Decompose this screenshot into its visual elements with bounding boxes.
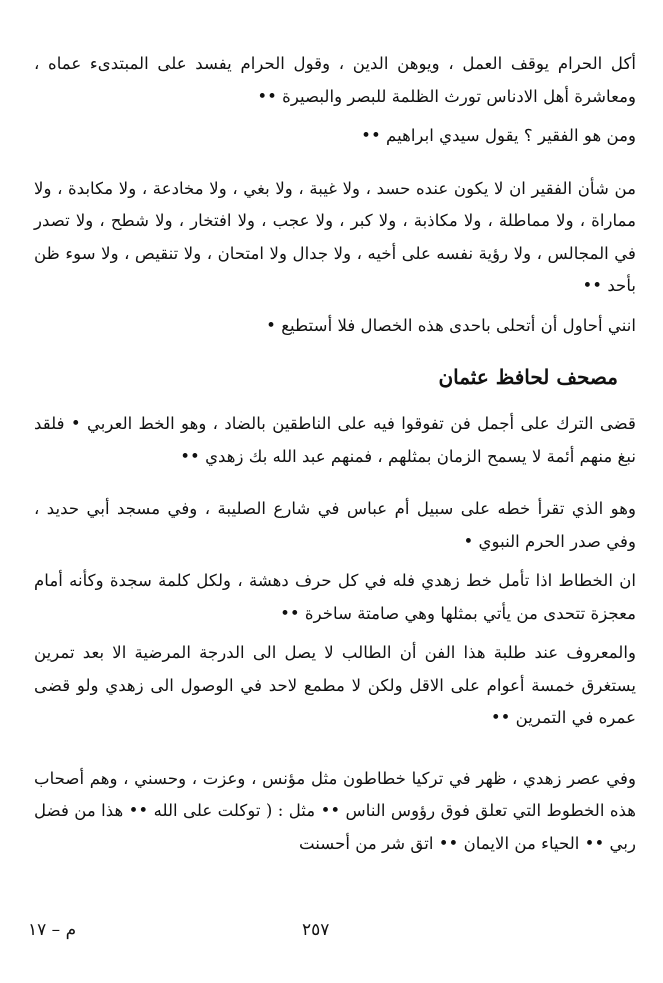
paragraph-student-training: والمعروف عند طلبة هذا الفن أن الطالب لا يصل الى الدرجة المرضية الا بعد تمرين يستغرق خمسة أعوام على الاقل ولكن لا مطمع لاحد في الوصول الى زهدي ولو قضى عمره في التمرين •• — [34, 643, 636, 727]
paragraph-faqir-traits: من شأن الفقير ان لا يكون عنده حسد ، ولا غيبة ، ولا بغي ، ولا مخادعة ، ولا مكابدة ، ولا مماراة ، ولا مماطلة ، ولا مكاذبة ، ولا كبر ، ولا عجب ، ولا افتخار ، ولا شطح ، ولا تصدر في المجالس ، ولا رؤية نفسه على أخيه ، ولا جدال ولا امتحان ، ولا تنقيص ، ولا سوء ظن بأحد •• — [34, 178, 636, 295]
section-heading: مصحف لحافظ عثمان — [438, 365, 618, 389]
paragraph-haram: أكل الحرام يوقف العمل ، ويوهن الدين ، وقول الحرام يفسد على المبتدىء عماه ، ومعاشرة أهل الادناس تورث الظلمة للبصر والبصيرة •• — [34, 54, 636, 106]
paragraph-other-calligraphers: وفي عصر زهدي ، ظهر في تركيا خطاطون مثل مؤنس ، وعزت ، وحسني ، وهم أصحاب هذه الخطوط التي تعلق فوق رؤوس الناس •• مثل : ( توكلت على الله •• هذا من فضل ربي •• الحياء من الايمان •• اتق شر من أحسنت — [34, 768, 636, 853]
paragraph-zuhdi-locations: وهو الذي تقرأ خطه على سبيل أم عباس في شارع الصليبة ، وفي مسجد أبي حديد ، وفي صدر الحرم النبوي • — [34, 499, 636, 551]
page-content — [34, 48, 636, 860]
page-number: ٢٥٧ — [302, 920, 330, 940]
signature-mark: م – ١٧ — [28, 920, 77, 940]
page-footer — [0, 915, 663, 955]
paragraph-attempt: انني أحاول أن أتحلى باحدى هذه الخصال فلا أستطيع • — [266, 315, 636, 335]
paragraph-zuhdi-wonder: ان الخطاط اذا تأمل خط زهدي فله في كل حرف دهشة ، ولكل كلمة سجدة وكأنه أمام معجزة تتحدى من يأتي بمثلها وهي صامتة ساخرة •• — [34, 571, 636, 623]
paragraph-turkish-calligraphy: قضى الترك على أجمل فن تفوقوا فيه على الناطقين بالضاد ، وهو الخط العربي • فلقد نبغ منهم أئمة لا يسمح الزمان بمثلهم ، فمنهم عبد الله بك زهدي •• — [34, 414, 636, 466]
paragraph-faqir-question: ومن هو الفقير ؟ يقول سيدي ابراهيم •• — [361, 126, 636, 145]
